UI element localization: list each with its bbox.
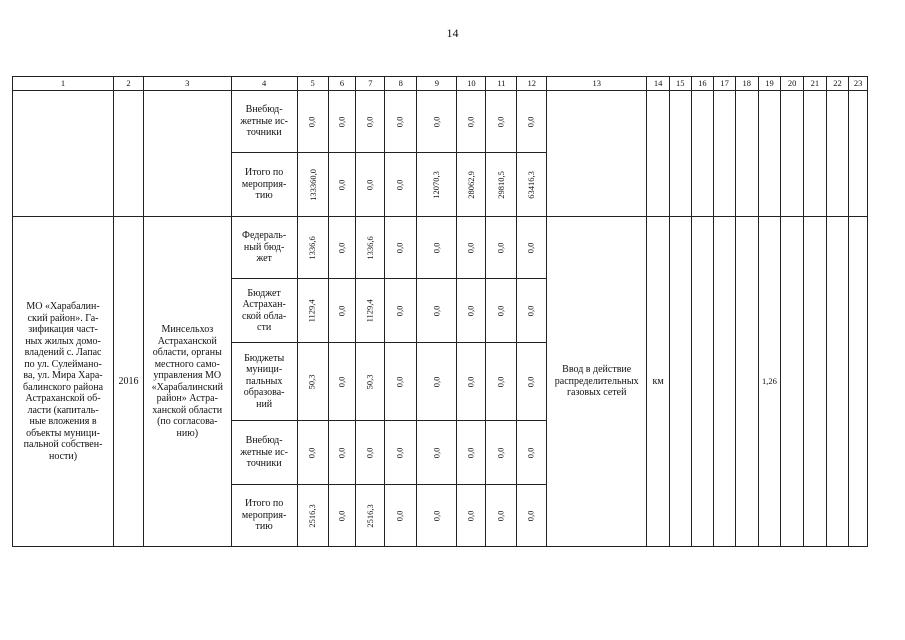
value-text: 0,0 (525, 510, 536, 521)
value-text: 0,0 (430, 242, 441, 253)
column-number-13: 13 (547, 77, 647, 91)
indicator-unit (647, 217, 670, 547)
column-number-6: 6 (328, 77, 356, 91)
value-cell (385, 485, 417, 547)
budget-table (12, 76, 868, 547)
column-number-14: 14 (647, 77, 670, 91)
value-cell (486, 421, 517, 485)
value-text: 0,0 (495, 305, 506, 316)
value-text: 0,0 (394, 179, 405, 190)
value-cell (356, 343, 385, 421)
value-cell (328, 91, 356, 153)
value-text: 0,0 (336, 242, 347, 253)
cell-text: Федераль- ный бюд- жет (242, 230, 287, 265)
value-cell (328, 343, 356, 421)
value-text: 0,0 (430, 447, 441, 458)
value-text: 0,0 (465, 305, 476, 316)
column-number-3: 3 (143, 77, 231, 91)
value-cell (297, 485, 328, 547)
column-number-18: 18 (735, 77, 758, 91)
value-cell (356, 421, 385, 485)
value-text: 0,0 (336, 179, 347, 190)
value-cell (417, 485, 457, 547)
value-cell (457, 485, 486, 547)
value-text: 0,0 (336, 376, 347, 387)
value-text: 12070,3 (430, 170, 441, 199)
funding-source (231, 485, 297, 547)
column-number-10: 10 (457, 77, 486, 91)
value-cell (356, 279, 385, 343)
value-cell (417, 91, 457, 153)
executor-cell-top (143, 91, 231, 217)
empty-cell-col-23 (849, 217, 868, 547)
value-text: 0,0 (364, 116, 375, 127)
indicator-name (547, 217, 647, 547)
value-text: 2516,3 (364, 503, 375, 528)
value-text: 0,0 (394, 242, 405, 253)
object-cell-top (13, 91, 114, 217)
cell-text: 1,26 (762, 375, 777, 386)
value-cell (457, 343, 486, 421)
value-cell (417, 343, 457, 421)
value-cell (417, 421, 457, 485)
empty-cell-col-17 (714, 217, 736, 547)
value-text: 0,0 (394, 510, 405, 521)
value-cell (517, 421, 547, 485)
value-text: 0,0 (364, 179, 375, 190)
value-text: 0,0 (336, 305, 347, 316)
empty-cell-col-16 (691, 91, 714, 217)
value-cell (486, 279, 517, 343)
value-cell (297, 153, 328, 217)
column-number-15: 15 (669, 77, 691, 91)
column-number-21: 21 (803, 77, 826, 91)
value-cell (385, 153, 417, 217)
value-cell (486, 91, 517, 153)
value-cell (297, 91, 328, 153)
empty-cell-col-16 (691, 217, 714, 547)
column-number-1: 1 (13, 77, 114, 91)
column-number-11: 11 (486, 77, 517, 91)
funding-source (231, 91, 297, 153)
value-cell (457, 279, 486, 343)
empty-cell-col-18 (735, 217, 758, 547)
value-cell (417, 217, 457, 279)
column-number-7: 7 (356, 77, 385, 91)
value-cell (328, 485, 356, 547)
empty-cell-col-21 (803, 217, 826, 547)
value-text: 1336,6 (306, 235, 317, 260)
value-cell (517, 343, 547, 421)
cell-text: Бюджет Астрахан- ской обла- сти (242, 287, 287, 333)
column-number-9: 9 (417, 77, 457, 91)
value-cell (457, 153, 486, 217)
empty-cell-col-14 (647, 91, 670, 217)
value-cell (356, 485, 385, 547)
value-text: 0,0 (364, 447, 375, 458)
value-text: 0,0 (525, 447, 536, 458)
table-row (13, 217, 868, 279)
value-cell (417, 153, 457, 217)
value-text: 0,0 (495, 242, 506, 253)
empty-cell-col-15 (669, 217, 691, 547)
value-cell (385, 217, 417, 279)
value-cell (486, 343, 517, 421)
value-text: 0,0 (336, 447, 347, 458)
value-cell (517, 485, 547, 547)
empty-cell-col-13 (547, 91, 647, 217)
column-number-4: 4 (231, 77, 297, 91)
cell-text: Итого по мероприя- тию (241, 167, 287, 202)
value-text: 0,0 (525, 116, 536, 127)
value-cell (297, 421, 328, 485)
value-text: 50,3 (364, 374, 375, 390)
column-number-8: 8 (385, 77, 417, 91)
value-cell (457, 217, 486, 279)
column-number-2: 2 (114, 77, 144, 91)
funding-source (231, 279, 297, 343)
column-number-20: 20 (781, 77, 804, 91)
value-cell (297, 279, 328, 343)
empty-cell-col-19 (758, 91, 781, 217)
cell-text: 2016 (118, 375, 139, 387)
value-cell (517, 217, 547, 279)
value-text: 0,0 (495, 510, 506, 521)
value-cell (356, 91, 385, 153)
value-text: 0,0 (465, 376, 476, 387)
value-cell (517, 279, 547, 343)
value-text: 0,0 (394, 116, 405, 127)
value-cell (486, 485, 517, 547)
project-year (114, 217, 144, 547)
value-text: 1129,4 (306, 299, 317, 323)
value-text: 0,0 (525, 376, 536, 387)
cell-text: Минсельхоз Астраханской области, органы местного само- управления МО «Харабалинский район» Астра- ханской области (по согласова- нию) (151, 324, 223, 439)
empty-cell-col-20 (781, 91, 804, 217)
cell-text: Ввод в действие распределительных газовых сетей (554, 364, 639, 399)
value-cell (356, 217, 385, 279)
value-text: 0,0 (306, 447, 317, 458)
value-text: 0,0 (465, 242, 476, 253)
value-text: 0,0 (306, 116, 317, 127)
indicator-value-col-19 (758, 217, 781, 547)
cell-text: Итого по мероприя- тию (241, 498, 287, 533)
column-number-16: 16 (691, 77, 714, 91)
value-text: 2516,3 (306, 503, 317, 528)
value-text: 0,0 (394, 376, 405, 387)
value-cell (297, 217, 328, 279)
column-number-12: 12 (517, 77, 547, 91)
cell-text: км (652, 375, 664, 387)
value-cell (328, 217, 356, 279)
value-cell (486, 153, 517, 217)
column-number-22: 22 (826, 77, 849, 91)
value-cell (297, 343, 328, 421)
value-cell (328, 279, 356, 343)
value-text: 0,0 (430, 305, 441, 316)
empty-cell-col-22 (826, 91, 849, 217)
value-text: 0,0 (495, 116, 506, 127)
funding-source (231, 421, 297, 485)
column-number-19: 19 (758, 77, 781, 91)
project-executor (143, 217, 231, 547)
value-text: 0,0 (394, 447, 405, 458)
value-cell (328, 153, 356, 217)
value-text: 0,0 (394, 305, 405, 316)
value-cell (356, 153, 385, 217)
cell-text: Внебюд- жетные ис- точники (240, 104, 288, 139)
funding-source (231, 153, 297, 217)
value-cell (457, 91, 486, 153)
project-object (13, 217, 114, 547)
year-cell-top (114, 91, 144, 217)
value-cell (385, 91, 417, 153)
value-cell (328, 421, 356, 485)
funding-source (231, 217, 297, 279)
empty-cell-col-21 (803, 91, 826, 217)
empty-cell-col-17 (714, 91, 736, 217)
cell-text: МО «Харабалин- ский район». Га- зификация част- ных жилых домо- владений с. Лапас по ул. Сулеймано- ва, ул. Мира Хара- балинского района Астраханской об- ласти (капиталь- ные вложения в объекты муници- пальной собствен- ности) (23, 301, 104, 462)
value-text: 0,0 (336, 510, 347, 521)
column-number-23: 23 (849, 77, 868, 91)
column-number-5: 5 (297, 77, 328, 91)
value-text: 1336,6 (364, 235, 375, 260)
value-cell (457, 421, 486, 485)
empty-cell-col-23 (849, 91, 868, 217)
value-text: 0,0 (525, 305, 536, 316)
value-cell (417, 279, 457, 343)
value-text: 133360,0 (307, 168, 318, 201)
empty-cell-col-15 (669, 91, 691, 217)
funding-source (231, 343, 297, 421)
value-text: 29810,5 (495, 170, 506, 199)
value-cell (517, 91, 547, 153)
table-row (13, 91, 868, 153)
value-cell (486, 217, 517, 279)
column-number-row (13, 77, 868, 91)
cell-text: Бюджеты муници- пальных образова- ний (243, 352, 285, 410)
empty-cell-col-22 (826, 217, 849, 547)
cell-text: Внебюд- жетные ис- точники (240, 435, 288, 470)
empty-cell-col-20 (781, 217, 804, 547)
empty-cell-col-18 (735, 91, 758, 217)
value-cell (517, 153, 547, 217)
value-text: 0,0 (465, 510, 476, 521)
value-text: 0,0 (495, 376, 506, 387)
value-cell (385, 279, 417, 343)
value-cell (385, 421, 417, 485)
value-text: 1129,4 (364, 299, 375, 323)
value-text: 0,0 (495, 447, 506, 458)
value-text: 0,0 (465, 116, 476, 127)
value-cell (385, 343, 417, 421)
value-text: 28062,9 (465, 170, 476, 199)
value-text: 0,0 (430, 116, 441, 127)
value-text: 0,0 (430, 510, 441, 521)
value-text: 0,0 (430, 376, 441, 387)
value-text: 0,0 (465, 447, 476, 458)
page-number: 14 (446, 26, 459, 40)
value-text: 50,3 (306, 374, 317, 390)
value-text: 0,0 (336, 116, 347, 127)
value-text: 0,0 (525, 242, 536, 253)
column-number-17: 17 (714, 77, 736, 91)
value-text: 63416,3 (525, 170, 536, 199)
